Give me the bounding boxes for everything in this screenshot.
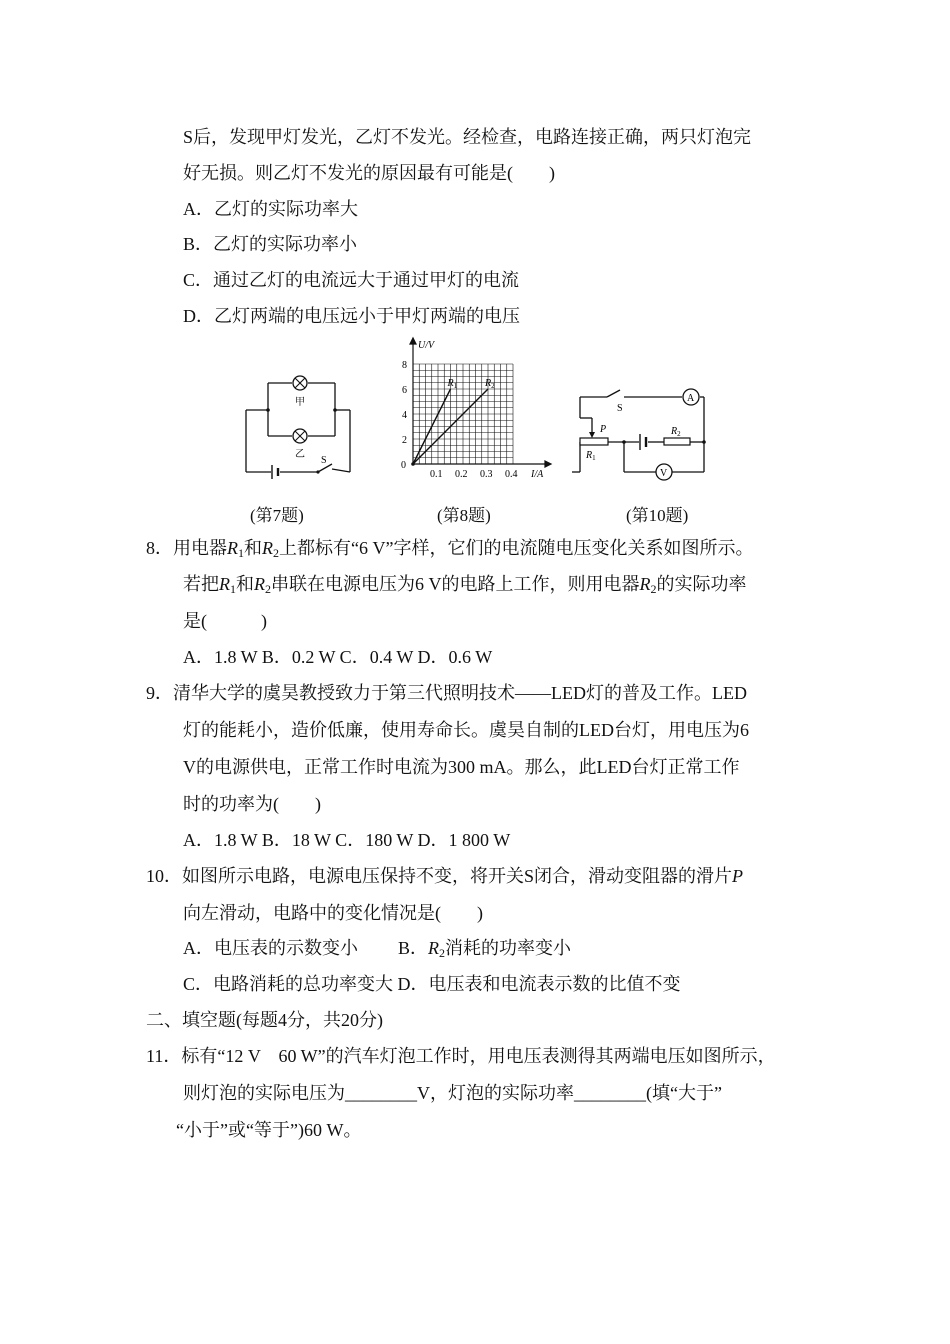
y-axis-label: U/V bbox=[418, 340, 435, 351]
switch-label: S bbox=[321, 455, 327, 466]
lamp-yi-label: 乙 bbox=[295, 449, 305, 460]
y-tick-label: 8 bbox=[402, 360, 407, 371]
q7-option-d: D．乙灯两端的电压远小于甲灯两端的电压 bbox=[183, 306, 520, 326]
q8-stem-line1: 8．用电器$R_1$和$R_2$上都标有“6 V”字样，它们的电流随电压变化关系如图所示。 bbox=[146, 538, 754, 560]
q10-option-a: A．电压表的示数变小 bbox=[183, 938, 358, 958]
slider-p-label: P bbox=[600, 424, 607, 435]
svg-text:A: A bbox=[687, 393, 695, 404]
figure-10-caption: (第10题) bbox=[626, 506, 689, 525]
q8-options: A．1.8 W B．0.2 W C．0.4 W D．0.6 W bbox=[183, 647, 493, 667]
q9-stem-line3: V的电源供电，正常工作时电流为300 mA。那么，此LED台灯正常工作 bbox=[183, 757, 740, 777]
x-tick-label: 0.2 bbox=[455, 469, 468, 480]
q7-option-b: B．乙灯的实际功率小 bbox=[183, 234, 358, 254]
r1-label: $R_1$ bbox=[586, 450, 596, 462]
y-tick-label: 6 bbox=[402, 385, 407, 396]
series-label-r1: $R_1$ bbox=[447, 378, 458, 390]
q7-option-c: C．通过乙灯的电流远大于通过甲灯的电流 bbox=[183, 270, 520, 290]
battery-icon bbox=[640, 434, 646, 450]
figure-8-caption: (第8题) bbox=[437, 506, 491, 525]
q9-stem-line1: 9．清华大学的虞昊教授致力于第三代照明技术——LED灯的普及工作。LED bbox=[146, 683, 747, 703]
q10-stem-line2: 向左滑动，电路中的变化情况是( ) bbox=[183, 903, 483, 923]
slider-arrow-icon bbox=[589, 432, 595, 438]
section-2-heading: 二、填空题(每题4分，共20分) bbox=[146, 1010, 383, 1030]
y-tick-label: 2 bbox=[402, 435, 407, 446]
q8-stem-line2: 若把$R_1$和$R_2$串联在电源电压为6 V的电路上工作，则用电器$R_2$的实际功率 bbox=[183, 574, 747, 596]
q10-stem-line1: 10．如图所示电路，电源电压保持不变，将开关S闭合，滑动变阻器的滑片P bbox=[146, 866, 744, 886]
series-label-r2: $R_2$ bbox=[485, 378, 495, 390]
q9-stem-line2: 灯的能耗小，造价低廉，使用寿命长。虞昊自制的LED台灯，用电压为6 bbox=[183, 720, 749, 740]
q9-options: A．1.8 W B．18 W C．180 W D．1 800 W bbox=[183, 830, 511, 850]
q11-stem-line2: 则灯泡的实际电压为________V，灯泡的实际功率________(填“大于” bbox=[183, 1083, 722, 1103]
figure-10-circuit bbox=[572, 380, 712, 486]
q11-stem-line3: “小于”或“等于”)60 W。 bbox=[176, 1120, 362, 1140]
lamp-icon bbox=[293, 376, 307, 390]
lamp-jia-label: 甲 bbox=[295, 397, 305, 408]
x-axis-label: I/A bbox=[531, 469, 544, 480]
origin-point bbox=[411, 462, 415, 466]
svg-text:V: V bbox=[660, 468, 668, 479]
x-tick-label: 0.4 bbox=[505, 469, 518, 480]
lamp-icon bbox=[293, 429, 307, 443]
y-tick-label: 0 bbox=[401, 460, 406, 471]
figure-8-graph bbox=[380, 336, 555, 484]
rheostat-r1 bbox=[580, 438, 608, 445]
resistor-r2 bbox=[664, 438, 690, 445]
q10-options-cd: C．电路消耗的总功率变大 D．电压表和电流表示数的比值不变 bbox=[183, 974, 681, 994]
voltmeter-icon bbox=[656, 464, 672, 480]
q7-option-a: A．乙灯的实际功率大 bbox=[183, 199, 358, 219]
q7-stem-line2: 好无损。则乙灯不发光的原因最有可能是( ) bbox=[183, 163, 555, 183]
y-tick-label: 4 bbox=[402, 410, 407, 421]
figure-7-caption: (第7题) bbox=[250, 506, 304, 525]
ammeter-icon bbox=[683, 389, 699, 405]
figure-7-circuit bbox=[238, 368, 358, 484]
switch-label: S bbox=[617, 403, 623, 414]
r2-label: $R_2$ bbox=[671, 426, 681, 438]
q9-stem-line4: 时的功率为( ) bbox=[183, 794, 321, 814]
battery-icon bbox=[272, 465, 278, 479]
q7-stem-line1: S后，发现甲灯发光，乙灯不发光。经检查，电路连接正确，两只灯泡完 bbox=[183, 127, 752, 147]
q11-stem-line1: 11．标有“12 V 60 W”的汽车灯泡工作时，用电压表测得其两端电压如图所示， bbox=[146, 1046, 776, 1066]
q8-stem-line3: 是( ) bbox=[183, 611, 267, 631]
x-tick-label: 0.3 bbox=[480, 469, 493, 480]
x-tick-label: 0.1 bbox=[430, 469, 443, 480]
q10-option-b: B．$R_2$消耗的功率变小 bbox=[398, 938, 572, 960]
